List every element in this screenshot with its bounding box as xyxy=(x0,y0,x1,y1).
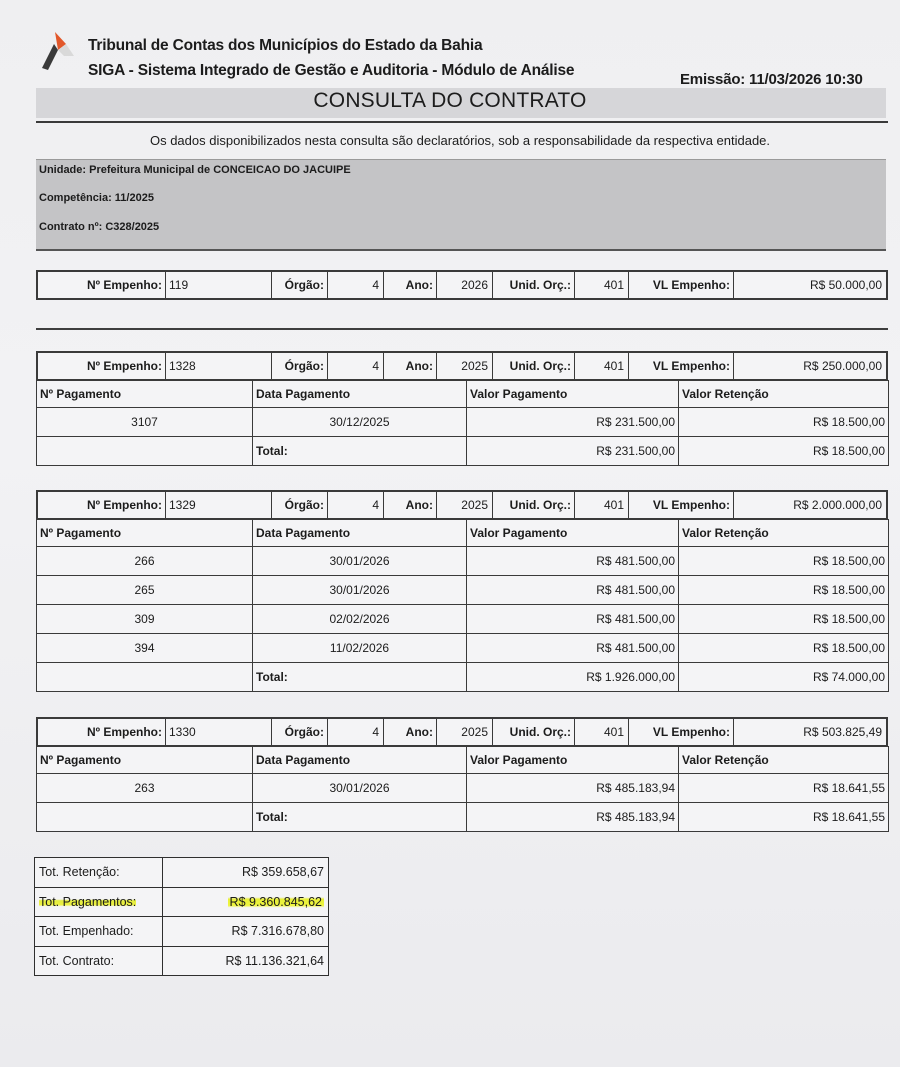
pagamento-value: R$ 481.500,00 xyxy=(467,634,679,663)
col-header-valor-retencao: Valor Retenção xyxy=(679,747,889,774)
pagamento-value: R$ 481.500,00 xyxy=(467,547,679,576)
empenho-label: Nº Empenho: xyxy=(38,492,166,518)
table-row xyxy=(37,774,889,803)
totals-row xyxy=(35,917,329,947)
ano-value: 2026 xyxy=(437,272,493,298)
table-header-row xyxy=(37,381,889,408)
tot-retencao-label: Tot. Retenção: xyxy=(35,858,163,888)
empty-cell xyxy=(37,803,253,832)
total-label: Total: xyxy=(253,437,467,466)
retencao-value: R$ 18.500,00 xyxy=(679,547,889,576)
pagamento-date: 30/12/2025 xyxy=(253,408,467,437)
empenho-number: 1329 xyxy=(166,492,272,518)
vl-empenho-label: VL Empenho: xyxy=(629,719,734,745)
section-divider xyxy=(36,328,888,330)
pagamento-date: 02/02/2026 xyxy=(253,605,467,634)
ano-value: 2025 xyxy=(437,719,493,745)
tot-empenhado-label: Tot. Empenhado: xyxy=(35,917,163,947)
ano-value: 2025 xyxy=(437,353,493,379)
orgao-label: Órgão: xyxy=(272,492,328,518)
unid-orc-value: 401 xyxy=(575,719,629,745)
retencao-value: R$ 18.500,00 xyxy=(679,605,889,634)
title-divider xyxy=(36,121,888,123)
totals-row xyxy=(35,887,329,917)
ano-label: Ano: xyxy=(384,272,437,298)
competencia-label: Competência: 11/2025 xyxy=(39,192,154,204)
orgao-label: Órgão: xyxy=(272,719,328,745)
contract-info-box xyxy=(36,159,886,251)
pagamento-value: R$ 481.500,00 xyxy=(467,605,679,634)
unid-orc-value: 401 xyxy=(575,492,629,518)
table-header-row xyxy=(37,520,889,547)
ano-label: Ano: xyxy=(384,353,437,379)
pagamento-number: 263 xyxy=(37,774,253,803)
col-header-data-pagamento: Data Pagamento xyxy=(253,520,467,547)
empenho-label: Nº Empenho: xyxy=(38,353,166,379)
pagamento-number: 3107 xyxy=(37,408,253,437)
empenho-number: 1330 xyxy=(166,719,272,745)
empenho-header-row xyxy=(36,351,888,381)
tot-empenhado-value: R$ 7.316.678,80 xyxy=(163,917,329,947)
orgao-value: 4 xyxy=(328,272,384,298)
empenho-label: Nº Empenho: xyxy=(38,272,166,298)
pagamento-value: R$ 481.500,00 xyxy=(467,576,679,605)
orgao-value: 4 xyxy=(328,353,384,379)
empenho-header-row xyxy=(36,270,888,300)
payments-table xyxy=(36,519,889,692)
pagamento-number: 309 xyxy=(37,605,253,634)
tot-pagamentos-label: Tot. Pagamentos: xyxy=(39,894,137,909)
system-name: SIGA - Sistema Integrado de Gestão e Auditoria - Módulo de Análise xyxy=(88,62,575,79)
pagamento-value: R$ 231.500,00 xyxy=(467,408,679,437)
unidade-label: Unidade: Prefeitura Municipal de CONCEICAO DO JACUIPE xyxy=(39,164,351,176)
empenho-number: 1328 xyxy=(166,353,272,379)
totals-row xyxy=(35,946,329,976)
table-row xyxy=(37,605,889,634)
total-row xyxy=(37,803,889,832)
pagamento-number: 266 xyxy=(37,547,253,576)
table-row xyxy=(37,634,889,663)
total-label: Total: xyxy=(253,663,467,692)
totals-table xyxy=(34,857,329,976)
ano-value: 2025 xyxy=(437,492,493,518)
ano-label: Ano: xyxy=(384,492,437,518)
unid-orc-value: 401 xyxy=(575,272,629,298)
total-row xyxy=(37,663,889,692)
empty-cell xyxy=(37,437,253,466)
col-header-valor-retencao: Valor Retenção xyxy=(679,520,889,547)
unid-orc-label: Unid. Orç.: xyxy=(493,272,575,298)
tot-pagamentos-value-cell xyxy=(163,887,329,917)
empenho-header-row xyxy=(36,717,888,747)
retencao-value: R$ 18.500,00 xyxy=(679,408,889,437)
col-header-data-pagamento: Data Pagamento xyxy=(253,381,467,408)
col-header-valor-pagamento: Valor Pagamento xyxy=(467,381,679,408)
unid-orc-label: Unid. Orç.: xyxy=(493,492,575,518)
table-row xyxy=(37,547,889,576)
pagamento-number: 265 xyxy=(37,576,253,605)
vl-empenho-value: R$ 503.825,49 xyxy=(803,725,882,739)
vl-empenho-value: R$ 50.000,00 xyxy=(809,278,882,292)
vl-empenho-value: R$ 2.000.000,00 xyxy=(793,498,882,512)
total-pagamento: R$ 231.500,00 xyxy=(467,437,679,466)
vl-empenho-label: VL Empenho: xyxy=(629,272,734,298)
vl-empenho-label: VL Empenho: xyxy=(629,353,734,379)
pagamento-value: R$ 485.183,94 xyxy=(467,774,679,803)
pagamento-number: 394 xyxy=(37,634,253,663)
payments-table xyxy=(36,380,889,466)
ano-label: Ano: xyxy=(384,719,437,745)
contrato-label: Contrato nº: C328/2025 xyxy=(39,221,160,233)
payments-table xyxy=(36,746,889,832)
total-label: Total: xyxy=(253,803,467,832)
org-name: Tribunal de Contas dos Municípios do Estado da Bahia xyxy=(88,37,483,54)
pagamento-date: 30/01/2026 xyxy=(253,774,467,803)
col-header-n-pagamento: Nº Pagamento xyxy=(37,381,253,408)
retencao-value: R$ 18.500,00 xyxy=(679,634,889,663)
pagamento-date: 30/01/2026 xyxy=(253,547,467,576)
total-retencao: R$ 18.500,00 xyxy=(679,437,889,466)
totals-row xyxy=(35,858,329,888)
total-retencao: R$ 18.641,55 xyxy=(679,803,889,832)
pagamento-date: 11/02/2026 xyxy=(253,634,467,663)
vl-empenho-label: VL Empenho: xyxy=(629,492,734,518)
tot-pagamentos-value: R$ 9.360.845,62 xyxy=(229,894,322,909)
tot-contrato-label: Tot. Contrato: xyxy=(35,946,163,976)
empenho-number: 119 xyxy=(166,272,272,298)
tot-contrato-value: R$ 11.136.321,64 xyxy=(163,946,329,976)
col-header-valor-pagamento: Valor Pagamento xyxy=(467,747,679,774)
unid-orc-value: 401 xyxy=(575,353,629,379)
tcm-logo-icon xyxy=(38,30,74,72)
pagamento-date: 30/01/2026 xyxy=(253,576,467,605)
retencao-value: R$ 18.500,00 xyxy=(679,576,889,605)
orgao-value: 4 xyxy=(328,719,384,745)
disclaimer-text: Os dados disponibilizados nesta consulta são declaratórios, sob a responsabilidade da respectiva entidade. xyxy=(149,133,771,148)
retencao-value: R$ 18.641,55 xyxy=(679,774,889,803)
total-pagamento: R$ 485.183,94 xyxy=(467,803,679,832)
page-title: CONSULTA DO CONTRATO xyxy=(313,89,587,112)
total-pagamento: R$ 1.926.000,00 xyxy=(467,663,679,692)
empty-cell xyxy=(37,663,253,692)
total-row xyxy=(37,437,889,466)
vl-empenho-value: R$ 250.000,00 xyxy=(803,359,882,373)
col-header-n-pagamento: Nº Pagamento xyxy=(37,747,253,774)
tot-retencao-value: R$ 359.658,67 xyxy=(163,858,329,888)
col-header-valor-pagamento: Valor Pagamento xyxy=(467,520,679,547)
unid-orc-label: Unid. Orç.: xyxy=(493,353,575,379)
table-row xyxy=(37,408,889,437)
orgao-label: Órgão: xyxy=(272,353,328,379)
orgao-label: Órgão: xyxy=(272,272,328,298)
empenho-header-row xyxy=(36,490,888,520)
table-header-row xyxy=(37,747,889,774)
orgao-value: 4 xyxy=(328,492,384,518)
col-header-n-pagamento: Nº Pagamento xyxy=(37,520,253,547)
empenho-label: Nº Empenho: xyxy=(38,719,166,745)
emission-datetime: Emissão: 11/03/2026 10:30 xyxy=(680,71,863,88)
table-row xyxy=(37,576,889,605)
tot-pagamentos-label-cell xyxy=(35,887,163,917)
unid-orc-label: Unid. Orç.: xyxy=(493,719,575,745)
col-header-data-pagamento: Data Pagamento xyxy=(253,747,467,774)
col-header-valor-retencao: Valor Retenção xyxy=(679,381,889,408)
total-retencao: R$ 74.000,00 xyxy=(679,663,889,692)
